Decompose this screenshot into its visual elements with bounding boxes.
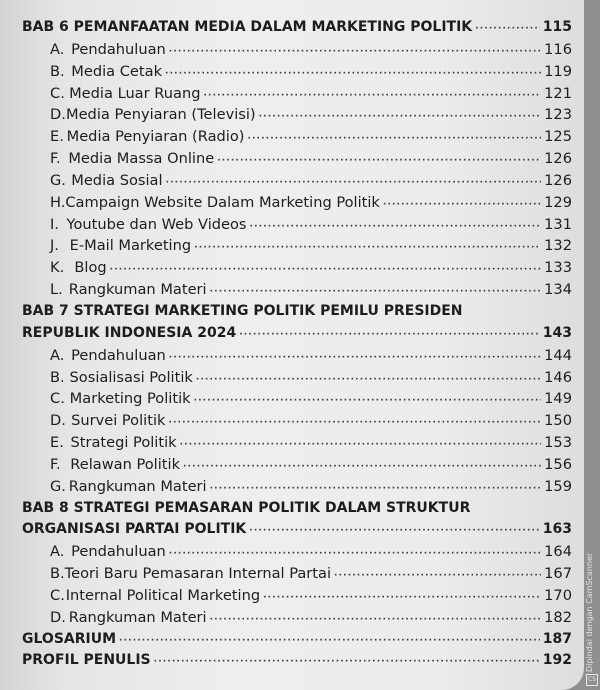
toc-entry-label: Rangkuman Materi: [68, 477, 207, 495]
toc-entry-letter: D.: [50, 608, 66, 626]
toc-entry-letter: E.: [50, 434, 64, 452]
toc-entry-label: Pendahuluan: [71, 543, 166, 561]
toc-page-number: 156: [544, 455, 572, 473]
toc-entry-letter: F.: [50, 455, 61, 473]
toc-page-number: 149: [544, 390, 572, 408]
toc-page-number: 144: [544, 346, 572, 364]
dot-leader: [249, 521, 540, 537]
toc-entry-label: E-Mail Marketing: [69, 237, 192, 255]
toc-entry-label: GLOSARIUM: [22, 630, 117, 647]
toc-entry-label: Pendahuluan: [71, 40, 166, 58]
toc-page-number: 115: [542, 19, 572, 35]
toc-entry-label: Marketing Politik: [69, 390, 191, 408]
dot-leader: [110, 259, 541, 276]
toc-entry-letter: G.: [50, 477, 66, 495]
toc-subentry: [22, 259, 572, 281]
toc-page-number: 116: [544, 40, 572, 58]
toc-entry-label: Media Penyiaran (Televisi): [65, 106, 256, 124]
dot-leader: [203, 85, 541, 102]
toc-subentry: [22, 194, 572, 216]
toc-entry-label: Relawan Politik: [70, 455, 181, 473]
toc-page-number: 167: [544, 565, 572, 583]
toc-page-number: 133: [544, 259, 572, 277]
toc-subentry: [22, 41, 572, 63]
toc-subentry: [22, 347, 572, 369]
toc-chapter-entry: [22, 19, 572, 41]
dot-leader: [169, 347, 541, 364]
toc-chapter-entry: [22, 325, 572, 347]
toc-entry-label: Media Penyiaran (Radio): [66, 128, 245, 146]
dot-leader: [169, 41, 541, 58]
scanner-watermark: Dipindai dengan CamScanner: [585, 552, 594, 672]
toc-subentry: [22, 565, 572, 587]
toc-entry-label: Media Luar Ruang: [69, 84, 201, 102]
toc-entry-label: BAB 7 STRATEGI MARKETING POLITIK PEMILU PRESIDEN: [22, 302, 463, 319]
toc-entry-letter: L.: [50, 281, 63, 299]
dot-leader: [166, 172, 542, 189]
dot-leader: [194, 237, 541, 254]
table-of-contents: [22, 19, 572, 674]
toc-entry-label: Internal Political Marketing: [65, 586, 261, 604]
toc-entry-label: Rangkuman Materi: [68, 608, 207, 626]
dot-leader: [383, 194, 541, 211]
toc-entry-letter: J.: [50, 237, 59, 255]
toc-subentry: [22, 63, 572, 85]
toc-entry-label: Pendahuluan: [71, 346, 166, 364]
toc-subentry: [22, 150, 572, 172]
toc-entry-label: Teori Baru Pemasaran Internal Partai: [64, 565, 332, 583]
toc-chapter-entry: [22, 521, 572, 543]
toc-entry-letter: H.: [50, 193, 66, 211]
toc-page-number: 119: [544, 62, 572, 80]
toc-entry-label: ORGANISASI PARTAI POLITIK: [22, 521, 247, 538]
toc-chapter-entry: [22, 652, 572, 674]
toc-entry-letter: F.: [50, 150, 61, 168]
toc-page-number: 170: [544, 586, 572, 604]
toc-entry-label: Youtube dan Web Videos: [66, 215, 247, 233]
dot-leader: [168, 412, 541, 429]
toc-entry-label: Sosialisasi Politik: [69, 368, 193, 386]
toc-page-number: 126: [544, 171, 572, 189]
toc-subentry: [22, 412, 572, 434]
toc-page-number: 182: [544, 608, 572, 626]
dot-leader: [210, 478, 542, 495]
toc-page-number: 125: [544, 128, 572, 146]
toc-page-number: 159: [544, 477, 572, 495]
toc-entry-letter: A.: [50, 346, 65, 364]
toc-entry-letter: D.: [50, 412, 66, 430]
toc-subentry: [22, 478, 572, 500]
toc-subentry: [22, 390, 572, 412]
toc-entry-label: Survei Politik: [71, 412, 166, 430]
toc-page-number: 129: [544, 193, 572, 211]
toc-entry-letter: G.: [50, 171, 66, 189]
dot-leader: [210, 609, 542, 626]
dot-leader: [196, 369, 541, 386]
toc-entry-letter: B.: [50, 565, 65, 583]
dot-leader: [210, 281, 542, 298]
toc-entry-label: BAB 6 PEMANFAATAN MEDIA DALAM MARKETING POLITIK: [22, 19, 473, 35]
dot-leader: [194, 390, 542, 407]
toc-page-number: 123: [544, 106, 572, 124]
toc-subentry: [22, 128, 572, 150]
toc-entry-letter: B.: [50, 62, 65, 80]
dot-leader: [165, 63, 541, 80]
toc-subentry: [22, 434, 572, 456]
toc-entry-label: BAB 8 STRATEGI PEMASARAN POLITIK DALAM STRUKTUR: [22, 499, 471, 516]
toc-chapter-entry: [22, 500, 572, 522]
toc-subentry: [22, 543, 572, 565]
toc-page-number: 134: [544, 281, 572, 299]
toc-entry-label: Campaign Website Dalam Marketing Politik: [65, 193, 380, 211]
toc-page-number: 192: [542, 652, 572, 669]
toc-entry-label: PROFIL PENULIS: [22, 652, 151, 669]
dot-leader: [183, 456, 541, 473]
dot-leader: [217, 150, 541, 167]
toc-page-number: 153: [544, 434, 572, 452]
toc-entry-label: Media Sosial: [71, 171, 163, 189]
toc-chapter-entry: [22, 631, 572, 653]
dot-leader: [475, 19, 540, 35]
toc-subentry: [22, 216, 572, 238]
toc-entry-letter: C.: [50, 390, 65, 408]
toc-page-number: 150: [544, 412, 572, 430]
toc-entry-letter: B.: [50, 368, 65, 386]
toc-subentry: [22, 85, 572, 107]
toc-page-number: 187: [542, 630, 572, 647]
toc-entry-label: Media Cetak: [71, 62, 163, 80]
toc-subentry: [22, 281, 572, 303]
dot-leader: [180, 434, 542, 451]
toc-subentry: [22, 369, 572, 391]
toc-entry-letter: C.: [50, 586, 65, 604]
toc-chapter-entry: [22, 303, 572, 325]
toc-entry-letter: D.: [50, 106, 66, 124]
toc-subentry: [22, 172, 572, 194]
toc-page-number: 163: [542, 521, 572, 538]
toc-subentry: [22, 609, 572, 631]
toc-subentry: [22, 237, 572, 259]
toc-page-number: 164: [544, 543, 572, 561]
toc-entry-label: Strategi Politik: [70, 434, 177, 452]
toc-page-number: 146: [544, 368, 572, 386]
toc-entry-label: REPUBLIK INDONESIA 2024: [22, 324, 237, 341]
toc-page-number: 121: [544, 84, 572, 102]
dot-leader: [259, 106, 542, 123]
toc-page-number: 126: [544, 150, 572, 168]
toc-entry-letter: E.: [50, 128, 64, 146]
toc-subentry: [22, 587, 572, 609]
dot-leader: [334, 565, 541, 582]
toc-entry-letter: C.: [50, 84, 65, 102]
dot-leader: [263, 587, 541, 604]
toc-entry-label: Blog: [74, 259, 107, 277]
dot-leader: [247, 128, 541, 145]
camscanner-icon: CS: [586, 674, 598, 686]
dot-leader: [239, 325, 540, 341]
toc-page-number: 132: [544, 237, 572, 255]
toc-entry-letter: K.: [50, 259, 65, 277]
toc-subentry: [22, 106, 572, 128]
toc-entry-letter: A.: [50, 543, 65, 561]
dot-leader: [169, 543, 541, 560]
toc-entry-label: Media Massa Online: [68, 150, 215, 168]
toc-subentry: [22, 456, 572, 478]
toc-page-number: 131: [544, 215, 572, 233]
toc-entry-label: Rangkuman Materi: [68, 281, 207, 299]
dot-leader: [119, 631, 540, 647]
toc-entry-letter: A.: [50, 40, 65, 58]
toc-entry-letter: I.: [50, 215, 59, 233]
dot-leader: [250, 216, 542, 233]
dot-leader: [154, 652, 540, 668]
toc-page-number: 143: [542, 324, 572, 341]
